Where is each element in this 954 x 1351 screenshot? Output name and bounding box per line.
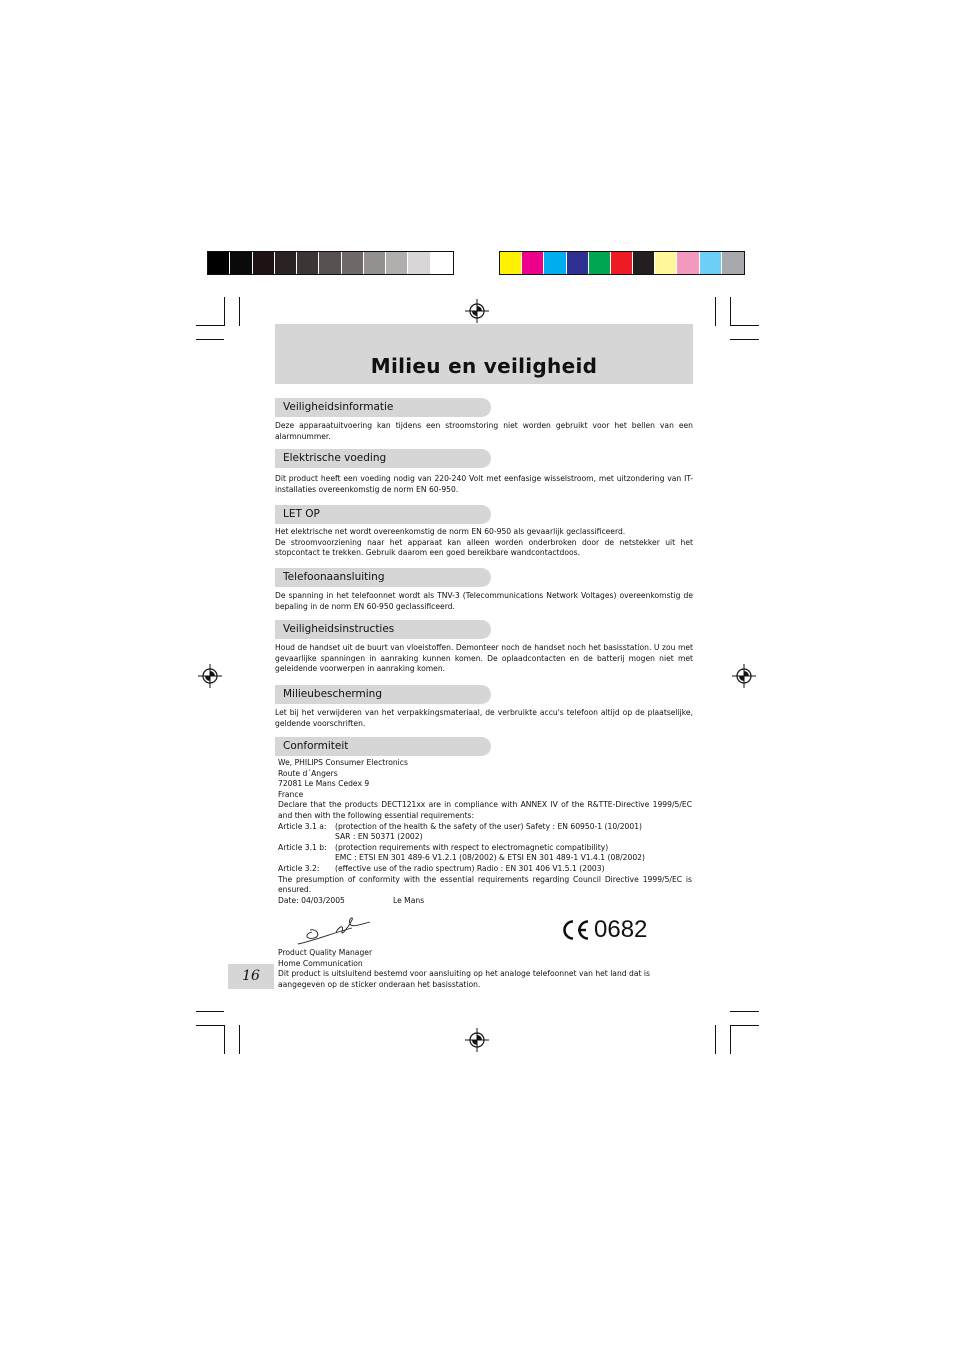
registration-mark-icon: [732, 664, 756, 688]
color-swatch: [431, 252, 453, 274]
color-swatch: [655, 252, 677, 274]
paragraph: De spanning in het telefoonnet wordt als TNV-3 (Telecommunications Network Voltages) overeenkomstig de bepaling in de norm EN 60-950 geclassificeerd.: [275, 591, 693, 611]
color-swatch: [342, 252, 364, 274]
section-heading: Milieubescherming: [275, 685, 491, 704]
section-text: [275, 527, 693, 559]
color-swatch: [700, 252, 722, 274]
crop-mark: [224, 297, 225, 326]
article-row: [278, 822, 692, 833]
signature-icon: [296, 910, 374, 946]
article-text: EMC : ETSI EN 301 489-6 V1.2.1 (08/2002) & ETSI EN 301 489-1 V1.4.1 (08/2002): [335, 853, 645, 863]
article-row: [278, 864, 692, 875]
usage-note: Dit product is uitsluitend bestemd voor aansluiting op het analoge telefoonnet van het land dat is aangegeven op de sticker onderaan het basisstation.: [278, 969, 650, 989]
signatory-dept: Home Communication: [278, 958, 363, 968]
section-heading: Veiligheidsinstructies: [275, 620, 491, 639]
page-number: 16: [242, 968, 260, 984]
crop-mark: [730, 1025, 759, 1026]
crop-mark: [730, 1011, 759, 1012]
color-swatch: [522, 252, 544, 274]
color-calibration-bar: [499, 251, 745, 275]
color-swatch: [386, 252, 408, 274]
article-label: Article 3.2:: [278, 863, 320, 873]
crop-mark: [730, 1025, 731, 1054]
conformity-declaration: [278, 758, 692, 906]
section-text: [275, 643, 693, 675]
crop-mark: [239, 297, 240, 326]
crop-mark: [715, 1025, 716, 1054]
color-swatch: [297, 252, 319, 274]
address-line: France: [278, 789, 304, 799]
color-swatch: [275, 252, 297, 274]
section-heading: Telefoonaansluiting: [275, 568, 491, 587]
crop-mark: [715, 297, 716, 326]
ce-number: 0682: [594, 916, 648, 943]
article-label: Article 3.1 b:: [278, 842, 327, 852]
article-text: SAR : EN 50371 (2002): [335, 832, 423, 842]
color-swatch: [677, 252, 699, 274]
color-swatch: [544, 252, 566, 274]
crop-mark: [239, 1025, 240, 1054]
signatory-title: Product Quality Manager: [278, 948, 373, 957]
paragraph: Let bij het verwijderen van het verpakkingsmateriaal, de verbruikte accu's telefoon altijd op de plaatselijke, geldende voorschriften.: [275, 708, 693, 728]
color-swatch: [500, 252, 522, 274]
article-label: Article 3.1 a:: [278, 821, 327, 831]
crop-mark: [196, 1011, 224, 1012]
paragraph: Deze apparaatuitvoering kan tijdens een stroomstoring niet worden gebruikt voor het bellen van een alarmnummer.: [275, 421, 693, 441]
signatory-block: [278, 948, 692, 990]
crop-mark: [196, 339, 224, 340]
place-text: Le Mans: [393, 895, 425, 905]
color-swatch: [208, 252, 230, 274]
paragraph: Houd de handset uit de buurt van vloeistoffen. Demonteer noch de handset noch het basisstation. U zou met gevaarlijke spanningen in aanraking kunnen komen. De oplaadcontacten en de batterij mogen niet met geleidende voorwerpen in aanraking komen.: [275, 643, 693, 674]
section-text: [275, 421, 693, 442]
date-row: [278, 896, 692, 907]
color-swatch: [722, 252, 744, 274]
color-swatch: [253, 252, 275, 274]
registration-mark-icon: [465, 299, 489, 323]
ce-logo-icon: [560, 919, 590, 941]
crop-mark: [224, 1025, 225, 1054]
article-text: (protection requirements with respect to electromagnetic compatibility): [335, 842, 609, 852]
color-swatch: [633, 252, 655, 274]
color-swatch: [611, 252, 633, 274]
color-swatch: [589, 252, 611, 274]
grey-calibration-bar: [207, 251, 454, 275]
section-heading: Veiligheidsinformatie: [275, 398, 491, 417]
section-text: [275, 474, 693, 495]
section-text: [275, 591, 693, 612]
section-heading: Conformiteit: [275, 737, 491, 756]
section-text: [275, 708, 693, 729]
registration-mark-icon: [465, 1028, 489, 1052]
crop-mark: [730, 339, 759, 340]
article-text: (effective use of the radio spectrum) Radio : EN 301 406 V1.5.1 (2003): [335, 863, 605, 873]
paragraph: Dit product heeft een voeding nodig van 220-240 Volt met eenfasige wisselstroom, met uitzondering van IT-installaties overeenkomstig de norm EN 60-950.: [275, 474, 693, 494]
color-swatch: [567, 252, 589, 274]
article-text: (protection of the health & the safety of the user) Safety : EN 60950-1 (10/2001): [335, 821, 643, 831]
date-text: Date: 04/03/2005: [278, 895, 345, 905]
crop-mark: [730, 297, 731, 326]
address-line: We, PHILIPS Consumer Electronics: [278, 758, 408, 767]
color-swatch: [408, 252, 430, 274]
declaration-text: Declare that the products DECT121xx are in compliance with ANNEX IV of the R&TTE-Directive 1999/5/EC and then with the following essential requirements:: [278, 800, 692, 820]
registration-mark-icon: [198, 664, 222, 688]
color-swatch: [364, 252, 386, 274]
crop-mark: [196, 325, 224, 326]
paragraph: De stroomvoorziening naar het apparaat kan alleen worden onderbroken door de netstekker uit het stopcontact te trekken. Gebruik daarom een goed bereikbare wandcontactdoos.: [275, 537, 693, 558]
presumption-text: The presumption of conformity with the essential requirements regarding Council Directive 1999/5/EC is ensured.: [278, 874, 692, 895]
article-row: [278, 843, 692, 854]
page-title: Milieu en veiligheid: [370, 354, 598, 378]
section-heading: Elektrische voeding: [275, 449, 491, 468]
ce-mark: [560, 916, 647, 944]
color-swatch: [230, 252, 252, 274]
address-line: 72081 Le Mans Cedex 9: [278, 779, 370, 789]
paragraph: Het elektrische net wordt overeenkomstig de norm EN 60-950 als gevaarlijk geclassificeerd.: [275, 527, 626, 536]
page-number-box: [228, 964, 274, 989]
title-banner: [275, 324, 693, 384]
crop-mark: [196, 1025, 224, 1026]
color-swatch: [319, 252, 341, 274]
crop-mark: [730, 325, 759, 326]
section-heading: LET OP: [275, 505, 491, 524]
address-line: Route d´Angers: [278, 768, 338, 778]
